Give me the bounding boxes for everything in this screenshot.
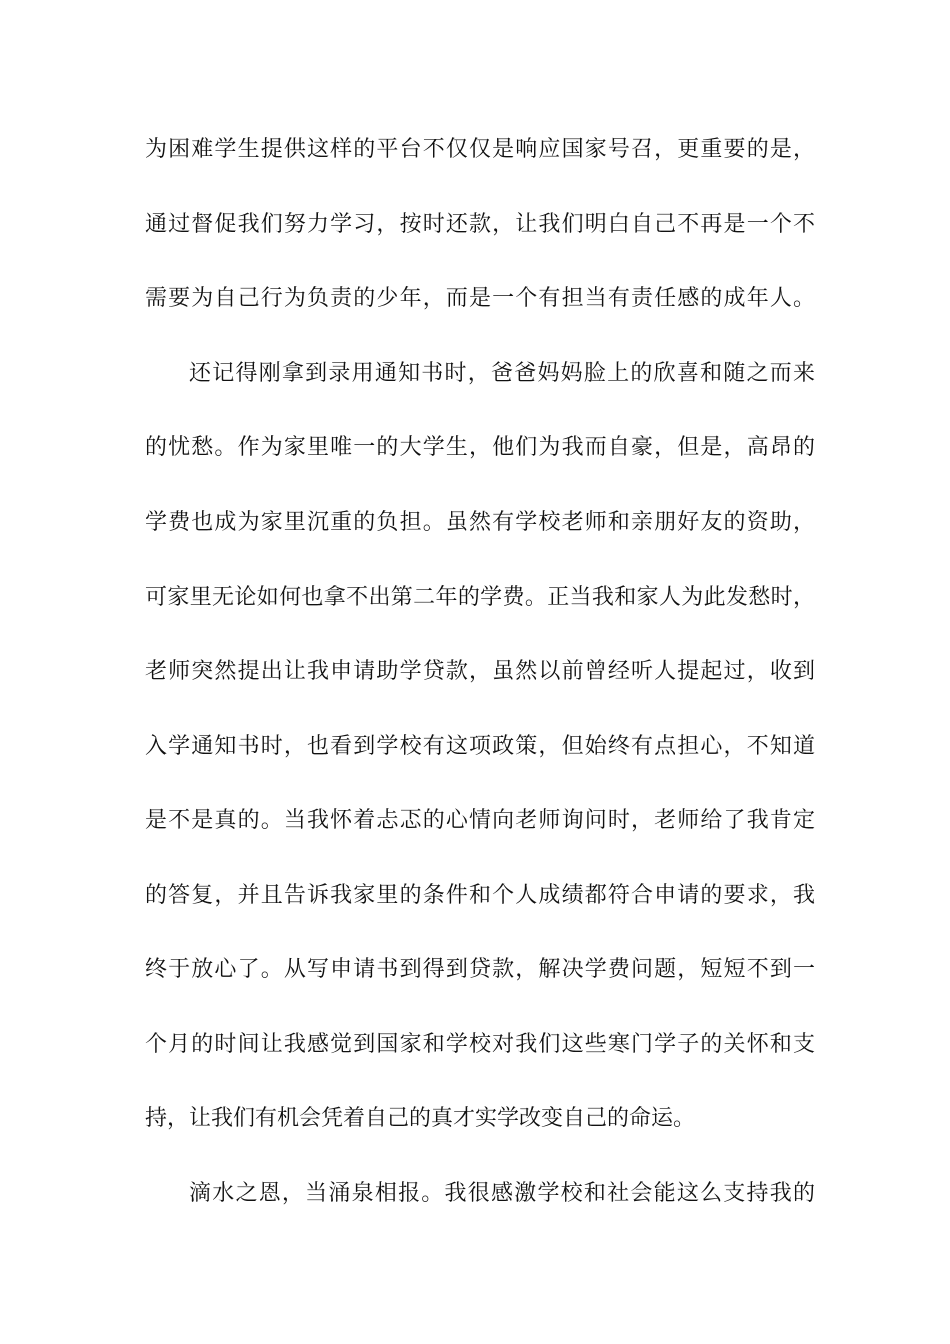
paragraph-line: 可家里无论如何也拿不出第二年的学费。正当我和家人为此发愁时， [145,585,815,610]
paragraph-line: 个月的时间让我感觉到国家和学校对我们这些寒门学子的关怀和支 [145,1032,815,1057]
paragraph-line: 为困难学生提供这样的平台不仅仅是响应国家号召，更重要的是， [145,137,815,162]
paragraph-line: 终于放心了。从写申请书到得到贷款，解决学费问题，短短不到一 [145,957,815,982]
paragraph-line: 还记得刚拿到录用通知书时，爸爸妈妈脸上的欣喜和随之而来 [189,361,815,386]
paragraph-line: 学费也成为家里沉重的负担。虽然有学校老师和亲朋好友的资助， [145,510,815,535]
paragraph-line: 持，让我们有机会凭着自己的真才实学改变自己的命运。 [145,1106,696,1131]
paragraph-line: 通过督促我们努力学习，按时还款，让我们明白自己不再是一个不 [145,212,815,237]
paragraph-line: 的答复，并且告诉我家里的条件和个人成绩都符合申请的要求，我 [145,883,815,908]
paragraph-line: 是不是真的。当我怀着忐忑的心情向老师询问时，老师给了我肯定 [145,808,815,833]
paragraph-line: 滴水之恩，当涌泉相报。我很感激学校和社会能这么支持我的 [189,1181,815,1206]
paragraph-line: 需要为自己行为负责的少年，而是一个有担当有责任感的成年人。 [145,286,815,311]
paragraph-line: 老师突然提出让我申请助学贷款，虽然以前曾经听人提起过，收到 [145,659,815,684]
paragraph-line: 的忧愁。作为家里唯一的大学生，他们为我而自豪，但是，高昂的 [145,435,815,460]
paragraph-line: 入学通知书时，也看到学校有这项政策，但始终有点担心，不知道 [145,734,815,759]
